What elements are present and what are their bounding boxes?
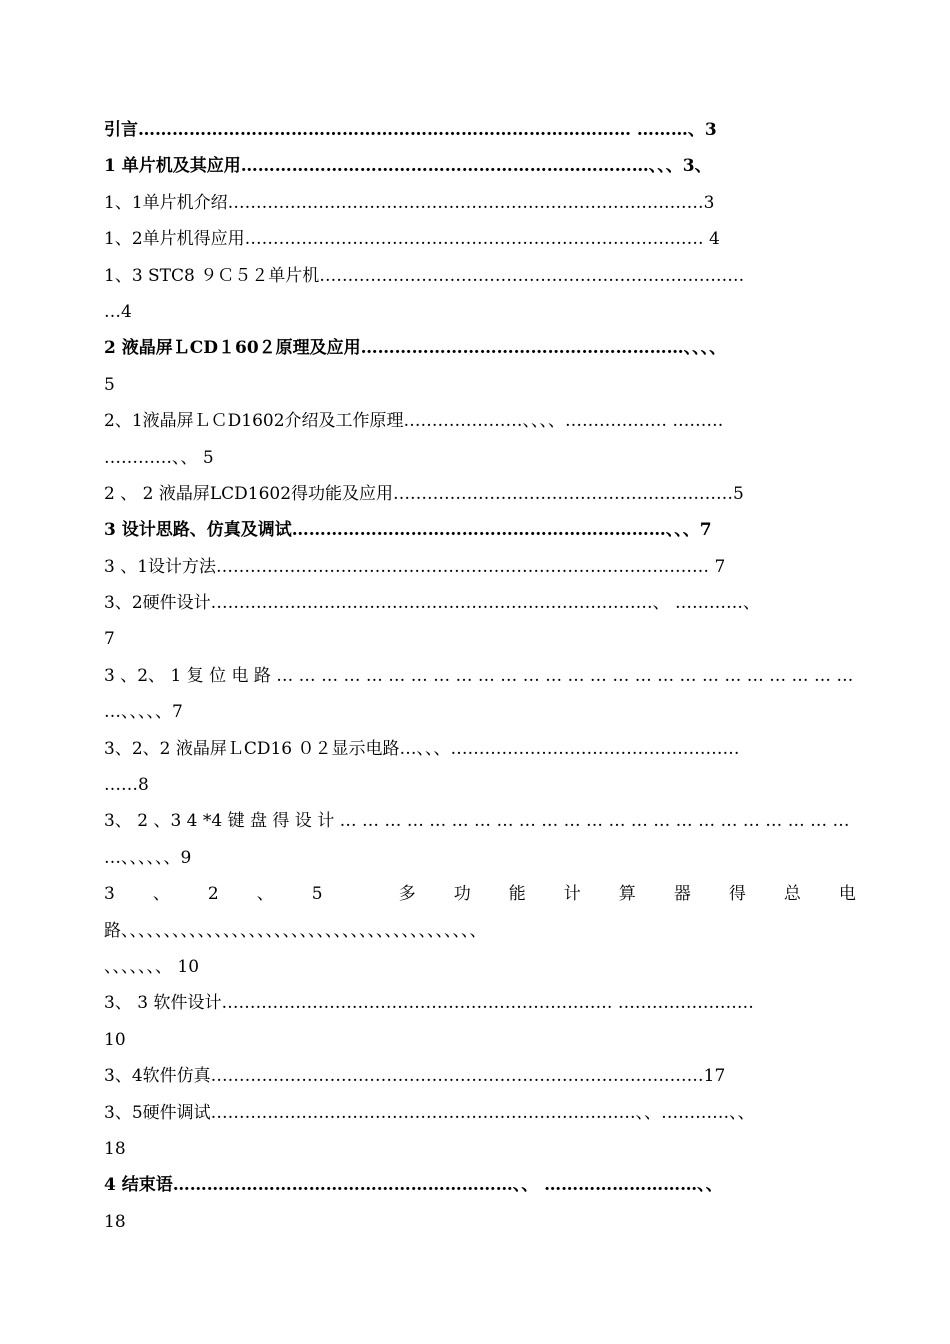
toc-line: 4 结束语……………………………………………………、、 ………………………、、 [104, 1175, 723, 1196]
toc-line: 3、2、2 液晶屏ＬCD16 ０２显示电路…、、、…………………………………………… [104, 738, 740, 759]
toc-line: 18 [104, 1211, 126, 1232]
toc-line: ……8 [104, 775, 149, 796]
toc-line: 2 液晶屏ＬCD１60２原理及应用…………………………………………………、、、、 [104, 338, 727, 359]
toc-line: 3 、2、 1 复 位 电 路 … … … … … … … … … … … … … … … … … … … … … … … … … … [104, 665, 854, 686]
toc-line: 1、1单片机介绍…………………………………………………………………………3 [104, 192, 715, 213]
toc-line: …、、、、、、9 [104, 847, 192, 868]
toc-spread-char: 得 [728, 884, 746, 905]
toc-line: 2、1液晶屏ＬＣD1602介绍及工作原理…………………、、、、……………… ……… [104, 411, 724, 432]
toc-line: …………、、 5 [104, 447, 214, 468]
table-of-contents [104, 112, 870, 1240]
toc-line: 1、2单片机得应用……………………………………………………………………… 4 [104, 229, 720, 250]
toc-line: 3、5硬件调试…………………………………………………………………、、…………、、 [104, 1102, 755, 1123]
toc-spread-char: 能 [508, 884, 526, 905]
toc-spread-char: 算 [618, 884, 636, 905]
toc-line: 18 [104, 1138, 126, 1159]
toc-spread-char: 、 [256, 884, 274, 905]
toc-line [104, 876, 856, 912]
toc-line: 7 [104, 629, 115, 650]
toc-spread-char: 、 [152, 884, 170, 905]
toc-line: 10 [104, 1029, 126, 1050]
toc-line: 2 、 2 液晶屏LCD1602得功能及应用……………………………………………………5 [104, 483, 744, 504]
toc-spread-char: 总 [783, 884, 801, 905]
toc-spread-char: 多 [398, 884, 416, 905]
toc-spread-char: 5 [311, 884, 323, 905]
toc-line: 3、 2 、3 4 *4 键 盘 得 设 计 … … … … … … … … … … … … … … … … … … … … … … … [104, 811, 850, 832]
toc-line: 路、、、、、、、、、、、、、、、、、、、、、、、、、、、、、、、、、、、、、、、、、、 [104, 920, 487, 941]
toc-spread-char: 2 [207, 884, 219, 905]
toc-spread-char: 计 [563, 884, 581, 905]
toc-line: …、、、、、7 [104, 702, 183, 723]
toc-spread-char: 3 [104, 884, 115, 905]
toc-line: 1 单片机及其应用………………………………………………………………、、、3、 [104, 156, 712, 177]
toc-line: 、、、、、、、 10 [104, 956, 200, 977]
toc-line: 引言…………………………………………………………………………… ………、3 [104, 120, 717, 140]
toc-line: 3、4软件仿真……………………………………………………………………………17 [104, 1066, 726, 1087]
toc-line: 3、2硬件设计……………………………………………………………………、 …………、 [104, 593, 761, 614]
toc-line: …4 [104, 301, 132, 322]
toc-spread-char: 电 [838, 884, 856, 905]
toc-line: 3 设计思路、仿真及调试…………………………………………………………、、、7 [104, 520, 712, 541]
toc-line: 5 [104, 374, 115, 395]
toc-line: 3、 3 软件设计…………………………………………………………… …………………… [104, 993, 754, 1014]
toc-line: 3 、1设计方法…………………………………………………………………………… 7 [104, 556, 726, 577]
toc-spread-char: 功 [453, 884, 471, 905]
toc-line: 1、3 STC8 ９Ｃ５２单片机………………………………………………………………… [104, 265, 745, 286]
toc-spread-char: 器 [673, 884, 691, 905]
